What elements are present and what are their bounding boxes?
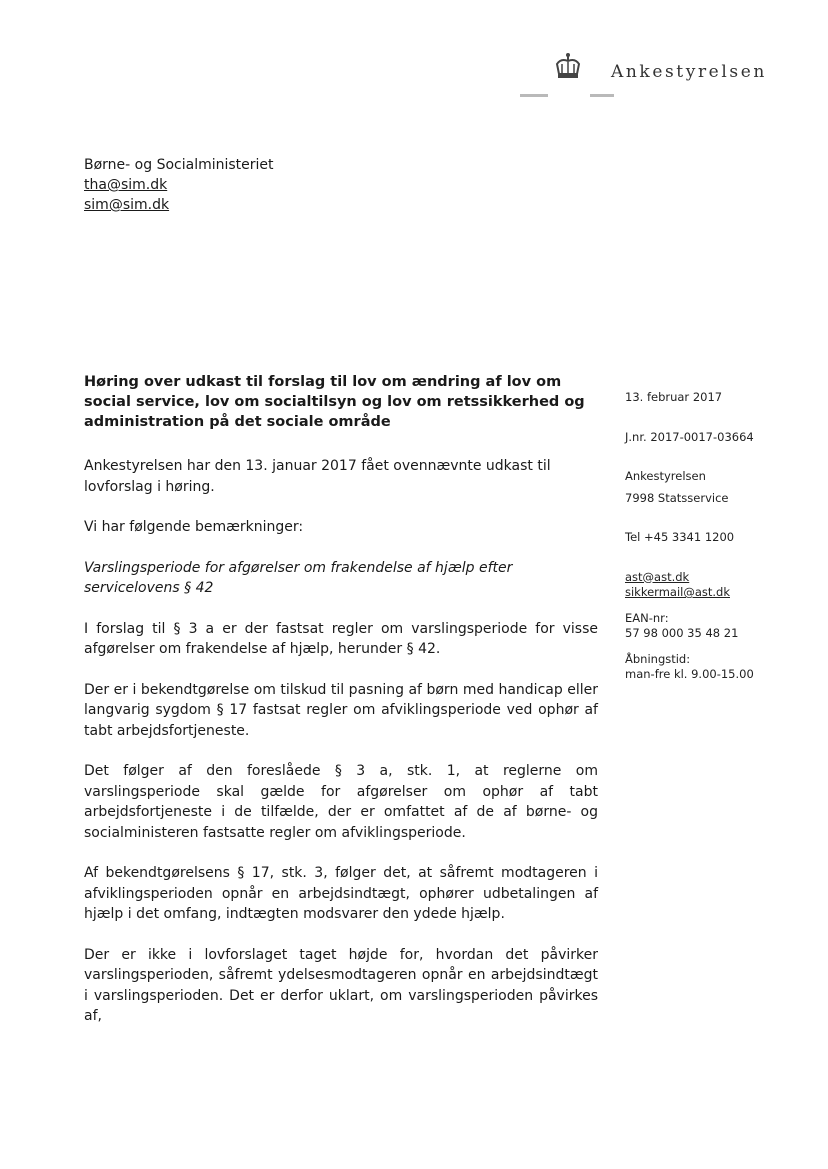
- paragraph: Af bekendtgørelsens § 17, stk. 3, følger det, at såfremt modtageren i afviklingsperioden opnår en arbejdsindtægt, ophører udbetalingen af hjælp i det omfang, indtægten modsvarer den ydede hjælp.: [84, 865, 598, 922]
- sender-secure-email-link[interactable]: sikkermail@ast.dk: [625, 585, 730, 599]
- sidebar-info: [625, 390, 815, 683]
- crown-icon: [553, 52, 583, 82]
- paragraph: Vi har følgende bemærkninger:: [84, 519, 304, 535]
- sender-org: Ankestyrelsen: [625, 469, 706, 483]
- brand-divider-right: [590, 94, 614, 97]
- sender-email-link[interactable]: ast@ast.dk: [625, 569, 690, 584]
- brand-name: Ankestyrelsen: [611, 62, 767, 82]
- recipient-block: [84, 155, 274, 215]
- recipient-email-link[interactable]: sim@sim.dk: [84, 197, 170, 213]
- recipient-email-link[interactable]: tha@sim.dk: [84, 177, 168, 193]
- letter-heading: Høring over udkast til forslag til lov om ændring af lov om social service, lov om socialtilsyn og lov om retssikkerhed og administration på det sociale område: [84, 374, 585, 430]
- paragraph: I forslag til § 3 a er der fastsat regler om varslingsperiode for visse afgørelser om frakendelse af hjælp, herunder § 42.: [84, 620, 598, 657]
- paragraph: Der er i bekendtgørelse om tilskud til pasning af børn med handicap eller langvarig sygdom § 17 fastsat regler om afviklingsperiode ved ophør af tabt arbejdsfortjeneste.: [84, 681, 598, 739]
- journal-number: J.nr. 2017-0017-03664: [625, 429, 754, 444]
- sender-phone: Tel +45 3341 1200: [625, 530, 735, 544]
- brand-divider-left: [520, 94, 548, 97]
- opening-hours-label: Åbningstid:: [625, 651, 691, 666]
- recipient-name: Børne- og Socialministeriet: [84, 157, 274, 173]
- letter-body: [84, 372, 598, 1047]
- ean-label: EAN-nr:: [625, 610, 669, 625]
- sender-address: 7998 Statsservice: [625, 490, 729, 505]
- ean-number: 57 98 000 35 48 21: [625, 626, 739, 640]
- section-subheading: Varslingsperiode for afgørelser om frakendelse af hjælp efter servicelovens § 42: [84, 559, 513, 596]
- opening-hours: man-fre kl. 9.00-15.00: [625, 667, 754, 681]
- letter-date: 13. februar 2017: [625, 390, 723, 404]
- paragraph: Det følger af den foreslåede § 3 a, stk. 1, at reglerne om varslingsperiode skal gælde for afgørelser om ophør af tabt arbejdsfortjeneste i de tilfælde, der er omfattet af de af børne- og socialministeren fastsatte regler om afviklingsperiode.: [84, 763, 598, 841]
- paragraph: Der er ikke i lovforslaget taget højde for, hvordan det påvirker varslingsperioden, såfremt ydelsesmodtageren opnår en arbejdsindtægt i varslingsperioden. Det er derfor uklart, om varslingsperioden påvirkes af,: [84, 946, 598, 1024]
- paragraph: Ankestyrelsen har den 13. januar 2017 fået ovennævnte udkast til lovforslag i høring.: [84, 458, 551, 495]
